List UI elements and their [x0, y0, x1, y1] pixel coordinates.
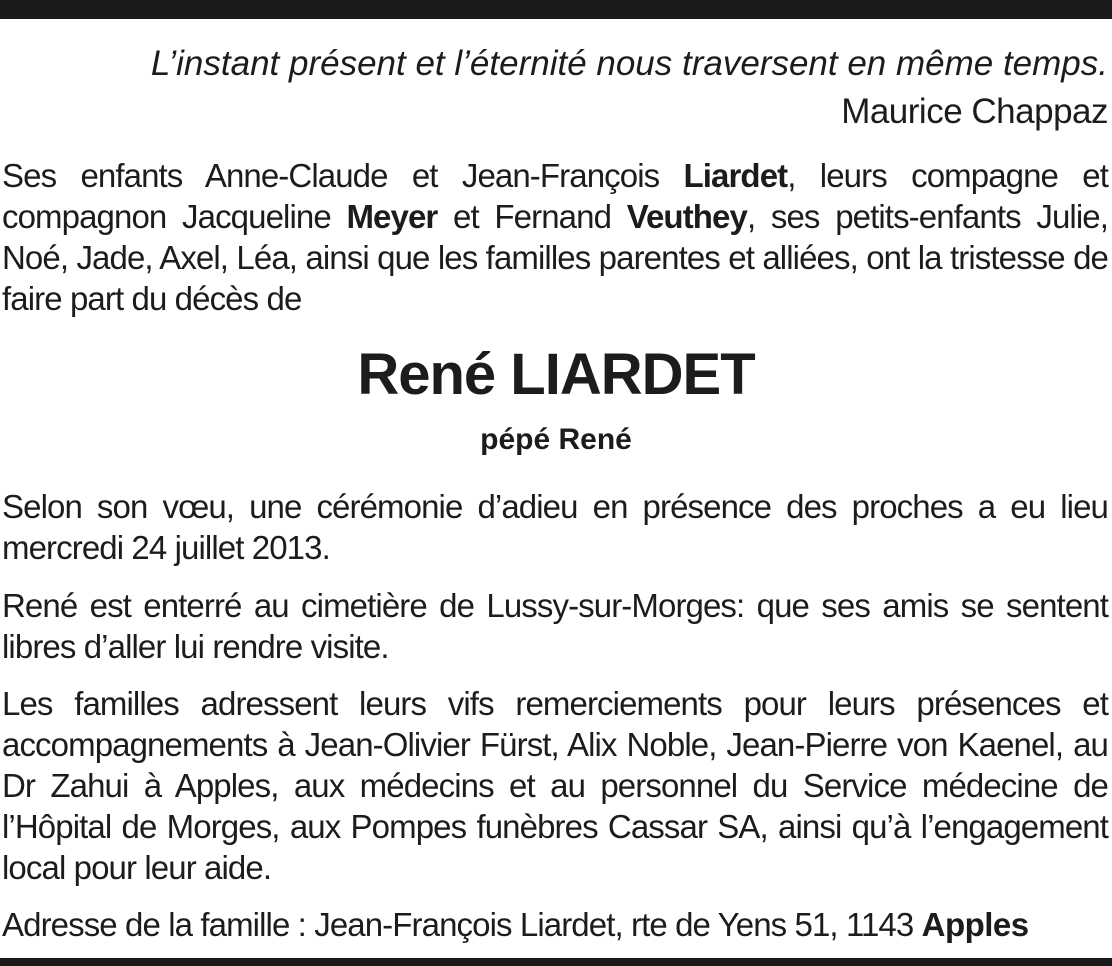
intro-text-1: Ses enfants Anne-Claude et Jean-François [2, 157, 684, 194]
thanks-paragraph: Les familles adressent leurs vifs remerciements pour leurs présences et accompagnements à Jean-Olivier Fürst, Alix Noble, Jean-Pierre von Kaenel, au Dr Zahui à Apples, aux médecins et au personnel du Service médecine de l’Hôpital de Morges, aux Pompes funèbres Cassar SA, ainsi qu’à l’engagement local pour leur aide. [2, 685, 1108, 886]
address-text: Adresse de la famille : Jean-François Liardet, rte de Yens 51, 1143 [2, 906, 922, 943]
burial-paragraph: René est enterré au cimetière de Lussy-sur-Morges: que ses amis se sentent libres d’aller lui rendre visite. [2, 587, 1108, 665]
announcement-intro [2, 155, 1108, 319]
deceased-name: René LIARDET [357, 342, 755, 407]
epigraph-author: Maurice Chappaz [841, 92, 1108, 131]
ceremony-paragraph: Selon son vœu, une cérémonie d’adieu en présence des proches a eu lieu mercredi 24 juillet 2013. [2, 488, 1108, 566]
deceased-nickname: pépé René [480, 423, 632, 456]
bottom-border-rule [0, 958, 1112, 966]
family-address [2, 904, 1108, 945]
intro-text-2: , leurs compagne et compagnon Jacqueline [2, 157, 1108, 235]
intro-text-3: et Fernand [437, 198, 627, 235]
intro-text-4: , ses petits-enfants Julie, Noé, Jade, Axel, Léa, ainsi que les familles parentes et alliées, ont la tristesse de faire part du décès de [2, 198, 1108, 317]
intro-surname-meyer: Meyer [346, 198, 438, 235]
epigraph-quote: L’instant présent et l’éternité nous traversent en même temps. [150, 44, 1108, 83]
epigraph [8, 40, 1108, 136]
address-town: Apples [921, 906, 1029, 943]
intro-surname-liardet: Liardet [683, 157, 788, 194]
intro-surname-veuthey: Veuthey [626, 198, 747, 235]
top-border-rule [0, 0, 1112, 19]
